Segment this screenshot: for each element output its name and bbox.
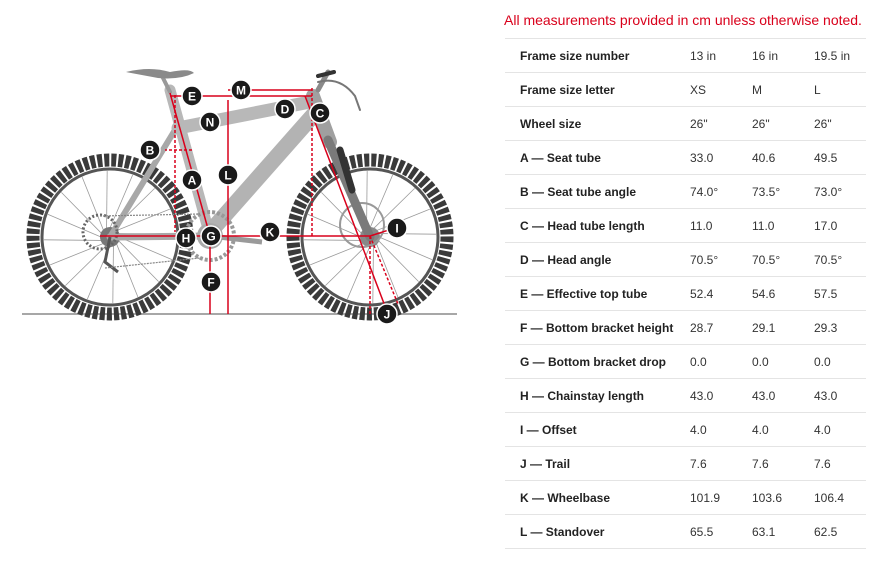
row-value: 26" [752,107,814,141]
row-label: E — Effective top tube [505,277,690,311]
row-value: 103.6 [752,481,814,515]
row-value: 43.0 [690,379,752,413]
marker-letter: G [206,229,216,244]
table-row [505,39,866,73]
marker-h [176,228,196,248]
row-value: 65.5 [690,515,752,549]
row-label: Frame size number [505,39,690,73]
row-value: 0.0 [690,345,752,379]
table-row [505,277,866,311]
row-value: 63.1 [752,515,814,549]
row-value: 74.0° [690,175,752,209]
row-label: K — Wheelbase [505,481,690,515]
marker-j [377,304,397,324]
table-row [505,447,866,481]
marker-letter: E [187,89,197,104]
marker-letter: H [181,231,191,246]
marker-letter: C [315,106,325,121]
table-row [505,175,866,209]
row-value: 49.5 [814,141,866,175]
marker-letter: M [236,83,246,98]
table-row [505,73,866,107]
row-value: 4.0 [752,413,814,447]
row-label: Wheel size [505,107,690,141]
row-label: D — Head angle [505,243,690,277]
row-label: C — Head tube length [505,209,690,243]
marker-letter: D [280,102,290,117]
row-value: 7.6 [690,447,752,481]
row-value: 0.0 [752,345,814,379]
row-value: 43.0 [814,379,866,413]
marker-letter: L [224,168,232,183]
row-label: G — Bottom bracket drop [505,345,690,379]
measurement-note: All measurements provided in cm unless otherwise noted. [504,12,862,28]
row-label: H — Chainstay length [505,379,690,413]
row-value: 16 in [752,39,814,73]
table-row [505,311,866,345]
row-value: 7.6 [752,447,814,481]
row-value: 17.0 [814,209,866,243]
row-value: 70.5° [690,243,752,277]
marker-m [231,80,251,100]
row-value: 106.4 [814,481,866,515]
table-row [505,413,866,447]
geometry-table [505,38,866,549]
row-value: 29.3 [814,311,866,345]
table-row [505,141,866,175]
row-value: 70.5° [752,243,814,277]
row-value: 57.5 [814,277,866,311]
row-value: L [814,73,866,107]
table-row [505,515,866,549]
row-value: 11.0 [690,209,752,243]
row-value: 52.4 [690,277,752,311]
marker-letter: A [187,173,197,188]
table-row [505,345,866,379]
row-value: 62.5 [814,515,866,549]
marker-c [310,103,330,123]
marker-e [182,86,202,106]
row-value: 7.6 [814,447,866,481]
row-value: XS [690,73,752,107]
marker-g [201,226,221,246]
row-value: 28.7 [690,311,752,345]
row-value: 54.6 [752,277,814,311]
marker-letter: N [205,115,215,130]
row-value: 43.0 [752,379,814,413]
marker-a [182,170,202,190]
row-label: J — Trail [505,447,690,481]
row-value: 29.1 [752,311,814,345]
marker-f [201,272,221,292]
row-label: B — Seat tube angle [505,175,690,209]
row-value: 11.0 [752,209,814,243]
row-value: 73.5° [752,175,814,209]
row-value: 40.6 [752,141,814,175]
marker-i [387,218,407,238]
row-value: 33.0 [690,141,752,175]
marker-letter: F [207,275,215,290]
table-row [505,209,866,243]
marker-l [218,165,238,185]
row-value: 26" [690,107,752,141]
row-label: L — Standover [505,515,690,549]
row-value: M [752,73,814,107]
row-value: 70.5° [814,243,866,277]
row-label: F — Bottom bracket height [505,311,690,345]
row-value: 4.0 [814,413,866,447]
row-value: 19.5 in [814,39,866,73]
table-row [505,379,866,413]
row-value: 73.0° [814,175,866,209]
marker-d [275,99,295,119]
row-value: 4.0 [690,413,752,447]
marker-n [200,112,220,132]
table-row [505,481,866,515]
marker-letter: K [265,225,275,240]
row-value: 26" [814,107,866,141]
table-row [505,107,866,141]
row-label: A — Seat tube [505,141,690,175]
marker-b [140,140,160,160]
marker-letter: B [145,143,155,158]
row-label: I — Offset [505,413,690,447]
marker-letter: I [395,221,399,236]
row-value: 101.9 [690,481,752,515]
row-value: 0.0 [814,345,866,379]
marker-letter: J [383,307,391,322]
row-value: 13 in [690,39,752,73]
table-row [505,243,866,277]
row-label: Frame size letter [505,73,690,107]
marker-k [260,222,280,242]
